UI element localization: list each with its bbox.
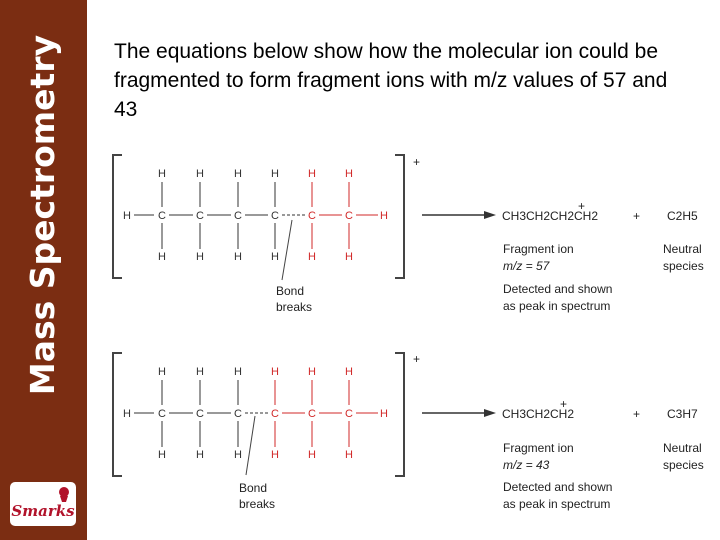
atom-c: C [308, 210, 316, 222]
right-bracket [395, 353, 404, 476]
atom-c: C [234, 408, 242, 420]
atom-h: H [308, 168, 316, 180]
atom-h: H [158, 168, 166, 180]
atom-h: H [196, 449, 204, 461]
atom-h: H [234, 168, 242, 180]
atom-h: H [345, 168, 353, 180]
atom-h: H [308, 366, 316, 378]
equation-1 [113, 155, 704, 314]
atom-c: C [345, 210, 353, 222]
fragment-ion-formula: CH3CH2CH2 [502, 407, 575, 421]
atom-c: C [158, 210, 166, 222]
atom-h: H [271, 449, 279, 461]
ion-charge: + [560, 397, 568, 411]
atom-c: C [196, 210, 204, 222]
mz-value: m/z = 57 [503, 259, 550, 273]
atom-h: H [380, 408, 388, 420]
atom-c: C [345, 408, 353, 420]
atom-h: H [271, 168, 279, 180]
fragment-ion-label: Fragment ion [503, 441, 574, 455]
slide-title: Mass Spectrometry [23, 34, 62, 396]
atom-h: H [158, 449, 166, 461]
neutral-formula: C3H7 [667, 407, 698, 421]
species-label: species [663, 458, 704, 472]
atom-c: C [271, 210, 279, 222]
atom-c: C [234, 210, 242, 222]
species-label: species [663, 259, 704, 273]
atom-h: H [308, 251, 316, 263]
left-bracket [113, 155, 122, 278]
detected-label: Detected and shown [503, 480, 613, 494]
charge-sign: + [413, 352, 421, 366]
atom-h: H [234, 449, 242, 461]
neutral-formula: C2H5 [667, 209, 698, 223]
atom-h: H [308, 449, 316, 461]
neutral-label: Neutral [663, 242, 702, 256]
molecule-2 [123, 366, 388, 461]
left-bracket [113, 353, 122, 476]
bond-breaks-label: Bond [276, 284, 305, 298]
equation-2 [113, 352, 704, 511]
atom-h: H [196, 366, 204, 378]
fragment-ion-label: Fragment ion [503, 242, 574, 256]
plus-sign: + [633, 209, 641, 223]
plus-sign: + [633, 407, 641, 421]
atom-h: H [158, 251, 166, 263]
atom-h: H [123, 210, 131, 222]
bond-breaks-label-2: breaks [239, 497, 276, 511]
detected-label: Detected and shown [503, 282, 613, 296]
atom-h: H [234, 251, 242, 263]
svg-text:Smarks: Smarks [11, 502, 75, 520]
atom-h: H [196, 168, 204, 180]
atom-h: H [196, 251, 204, 263]
bond-breaks-label: Bond [239, 481, 268, 495]
atom-h: H [345, 449, 353, 461]
atom-c: C [196, 408, 204, 420]
fragment-ion-formula: CH3CH2CH2CH2 [502, 209, 599, 223]
molecule-1 [123, 168, 388, 263]
atom-h: H [234, 366, 242, 378]
charge-sign: + [413, 155, 421, 169]
ion-charge: + [578, 199, 586, 213]
bond-breaks-label-2: breaks [276, 300, 313, 314]
atom-h: H [380, 210, 388, 222]
atom-h: H [271, 366, 279, 378]
peak-label: as peak in spectrum [503, 497, 611, 511]
peak-label: as peak in spectrum [503, 299, 611, 313]
atom-h: H [271, 251, 279, 263]
right-bracket [395, 155, 404, 278]
intro-paragraph: The equations below show how the molecular ion could be fragmented to form fragment ions with m/z values of 57 and 43 [114, 40, 668, 121]
atom-h: H [158, 366, 166, 378]
atom-h: H [123, 408, 131, 420]
atom-c: C [271, 408, 279, 420]
mz-value: m/z = 43 [503, 458, 550, 472]
atom-h: H [345, 251, 353, 263]
atom-c: C [158, 408, 166, 420]
atom-h: H [345, 366, 353, 378]
atom-c: C [308, 408, 316, 420]
neutral-label: Neutral [663, 441, 702, 455]
